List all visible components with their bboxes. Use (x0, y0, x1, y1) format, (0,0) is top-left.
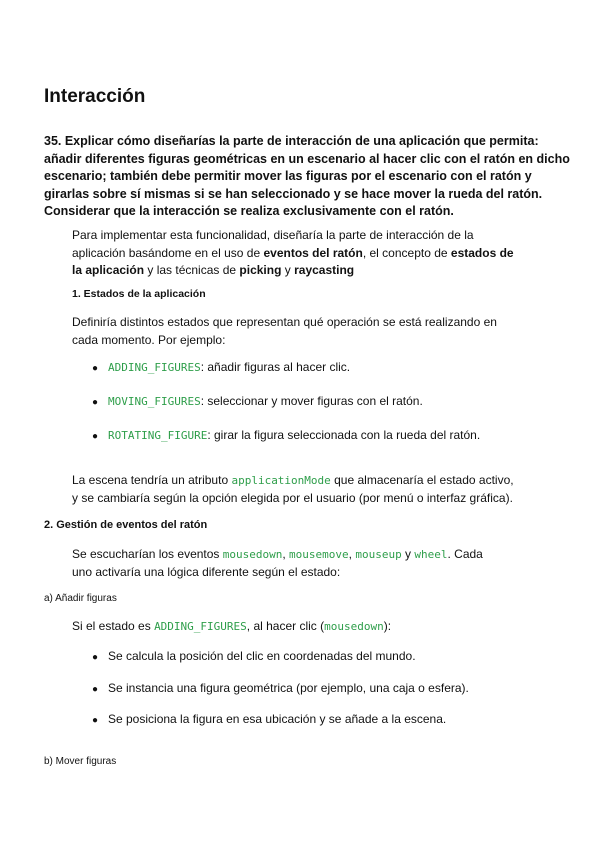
list-item: ● Se instancia una figura geométrica (por ejemplo, una caja o esfera). (92, 680, 469, 698)
intro-line: Para implementar esta funcionalidad, diseñaría la parte de interacción de la (72, 228, 474, 242)
question-text (44, 133, 570, 221)
bullet-icon: ● (92, 652, 99, 663)
section-1-paragraph (72, 314, 572, 349)
list-item: ● Se calcula la posición del clic en coordenadas del mundo. (92, 648, 416, 666)
paragraph-line: cada momento. Por ejemplo: (72, 332, 226, 347)
intro-paragraph (72, 227, 572, 280)
subsection-a-paragraph (72, 618, 572, 636)
paragraph-line: La escena tendría un atributo applicationMode que almacenaría el estado activo, (72, 473, 514, 487)
question-line: 35. Explicar cómo diseñarías la parte de interacción de una aplicación que permita: (44, 134, 539, 148)
question-line: añadir diferentes figuras geométricas en un escenario al hacer clic con el ratón en dicho (44, 151, 570, 166)
bullet-icon: ● (92, 397, 99, 408)
bullet-icon: ● (92, 363, 99, 374)
section-1-heading: 1. Estados de la aplicación (72, 288, 206, 300)
question-line: escenario; también debe permitir mover las figuras por el escenario con el ratón y (44, 169, 532, 183)
bullet-icon: ● (92, 715, 99, 726)
section-1-after-paragraph (72, 472, 572, 507)
paragraph-line: uno activaría una lógica diferente según el estado: (72, 564, 341, 579)
paragraph-line: Si el estado es ADDING_FIGURES, al hacer clic (mousedown): (72, 619, 392, 633)
list-item: ● Se posiciona la figura en esa ubicación y se añade a la escena. (92, 711, 446, 729)
paragraph-line: y se cambiaría según la opción elegida por el usuario (por menú o interfaz gráfica). (72, 490, 513, 505)
paragraph-line: Se escucharían los eventos mousedown, mousemove, mouseup y wheel. Cada (72, 547, 483, 561)
intro-line: aplicación basándome en el uso de eventos del ratón, el concepto de estados de (72, 245, 514, 260)
section-2-paragraph (72, 546, 572, 581)
bullet-icon: ● (92, 684, 99, 695)
list-item: ● ADDING_FIGURES: añadir figuras al hacer clic. (92, 359, 350, 377)
bullet-icon: ● (92, 431, 99, 442)
intro-line: la aplicación y las técnicas de picking y raycasting (72, 263, 355, 277)
list-item: ● ROTATING_FIGURE: girar la figura seleccionada con la rueda del ratón. (92, 427, 480, 445)
list-item: ● MOVING_FIGURES: seleccionar y mover figuras con el ratón. (92, 393, 423, 411)
page-title: Interacción (44, 86, 146, 107)
paragraph-line: Definiría distintos estados que representan qué operación se está realizando en (72, 315, 497, 329)
section-2-heading: 2. Gestión de eventos del ratón (44, 519, 208, 531)
question-line: Considerar que la interacción se realiza exclusivamente con el ratón. (44, 204, 454, 218)
question-line: girarlas sobre sí mismas si se han seleccionado y se hace mover la rueda del ratón. (44, 186, 543, 201)
subsection-b-heading: b) Mover figuras (44, 756, 117, 767)
subsection-a-heading: a) Añadir figuras (44, 593, 117, 604)
